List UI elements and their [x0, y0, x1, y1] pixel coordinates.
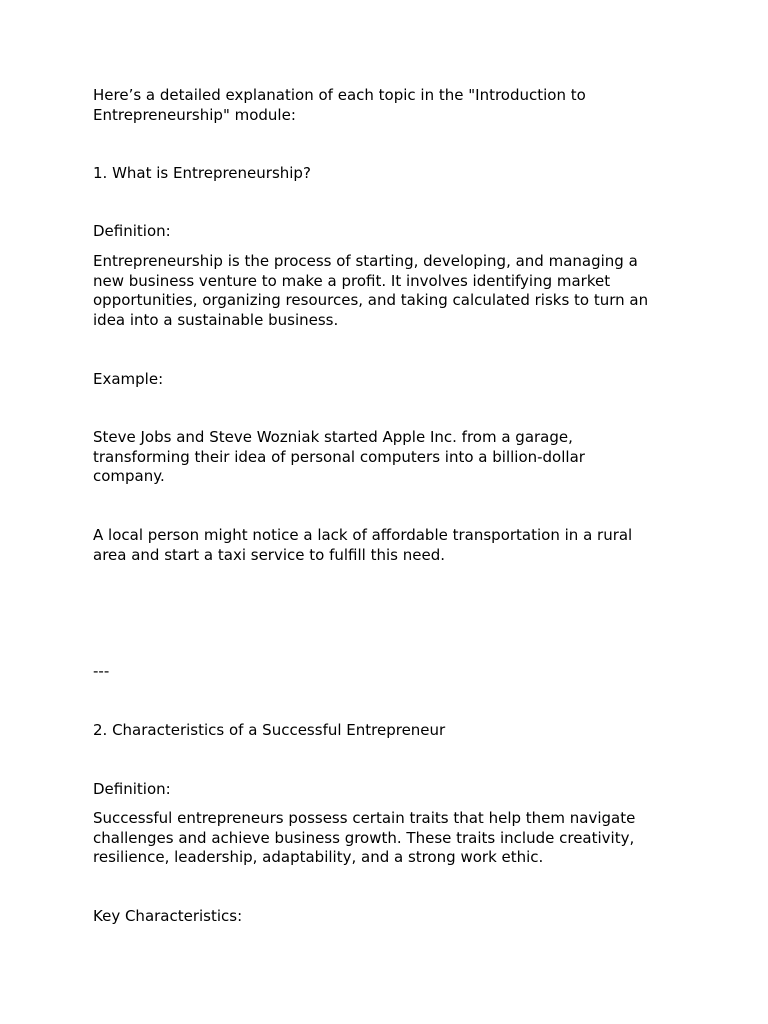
- section-separator: ---: [93, 662, 110, 680]
- section-2-heading: 2. Characteristics of a Successful Entrepreneur: [93, 721, 446, 739]
- section-1-heading: 1. What is Entrepreneurship?: [93, 164, 311, 182]
- section-2-definition-text: Successful entrepreneurs possess certain traits that help them navigate challenges and achieve business growth. These traits include creativity, resilience, leadership, adaptability, and a strong work ethic.: [93, 809, 636, 866]
- section-1-example-label: Example:: [93, 370, 164, 388]
- section-1-definition-label: Definition:: [93, 222, 171, 240]
- section-1-example-1: Steve Jobs and Steve Wozniak started Apple Inc. from a garage, transforming their idea of personal computers into a billion-dollar company.: [93, 428, 585, 485]
- section-2-definition-label: Definition:: [93, 780, 171, 798]
- section-2-key-characteristics-label: Key Characteristics:: [93, 907, 243, 925]
- intro-paragraph: Here’s a detailed explanation of each topic in the "Introduction to Entrepreneurship" module:: [93, 86, 586, 124]
- section-1-example-2: A local person might notice a lack of affordable transportation in a rural area and start a taxi service to fulfill this need.: [93, 526, 633, 564]
- section-1-definition-text: Entrepreneurship is the process of starting, developing, and managing a new business venture to make a profit. It involves identifying market opportunities, organizing resources, and taking calculated risks to turn an idea into a sustainable business.: [93, 252, 649, 329]
